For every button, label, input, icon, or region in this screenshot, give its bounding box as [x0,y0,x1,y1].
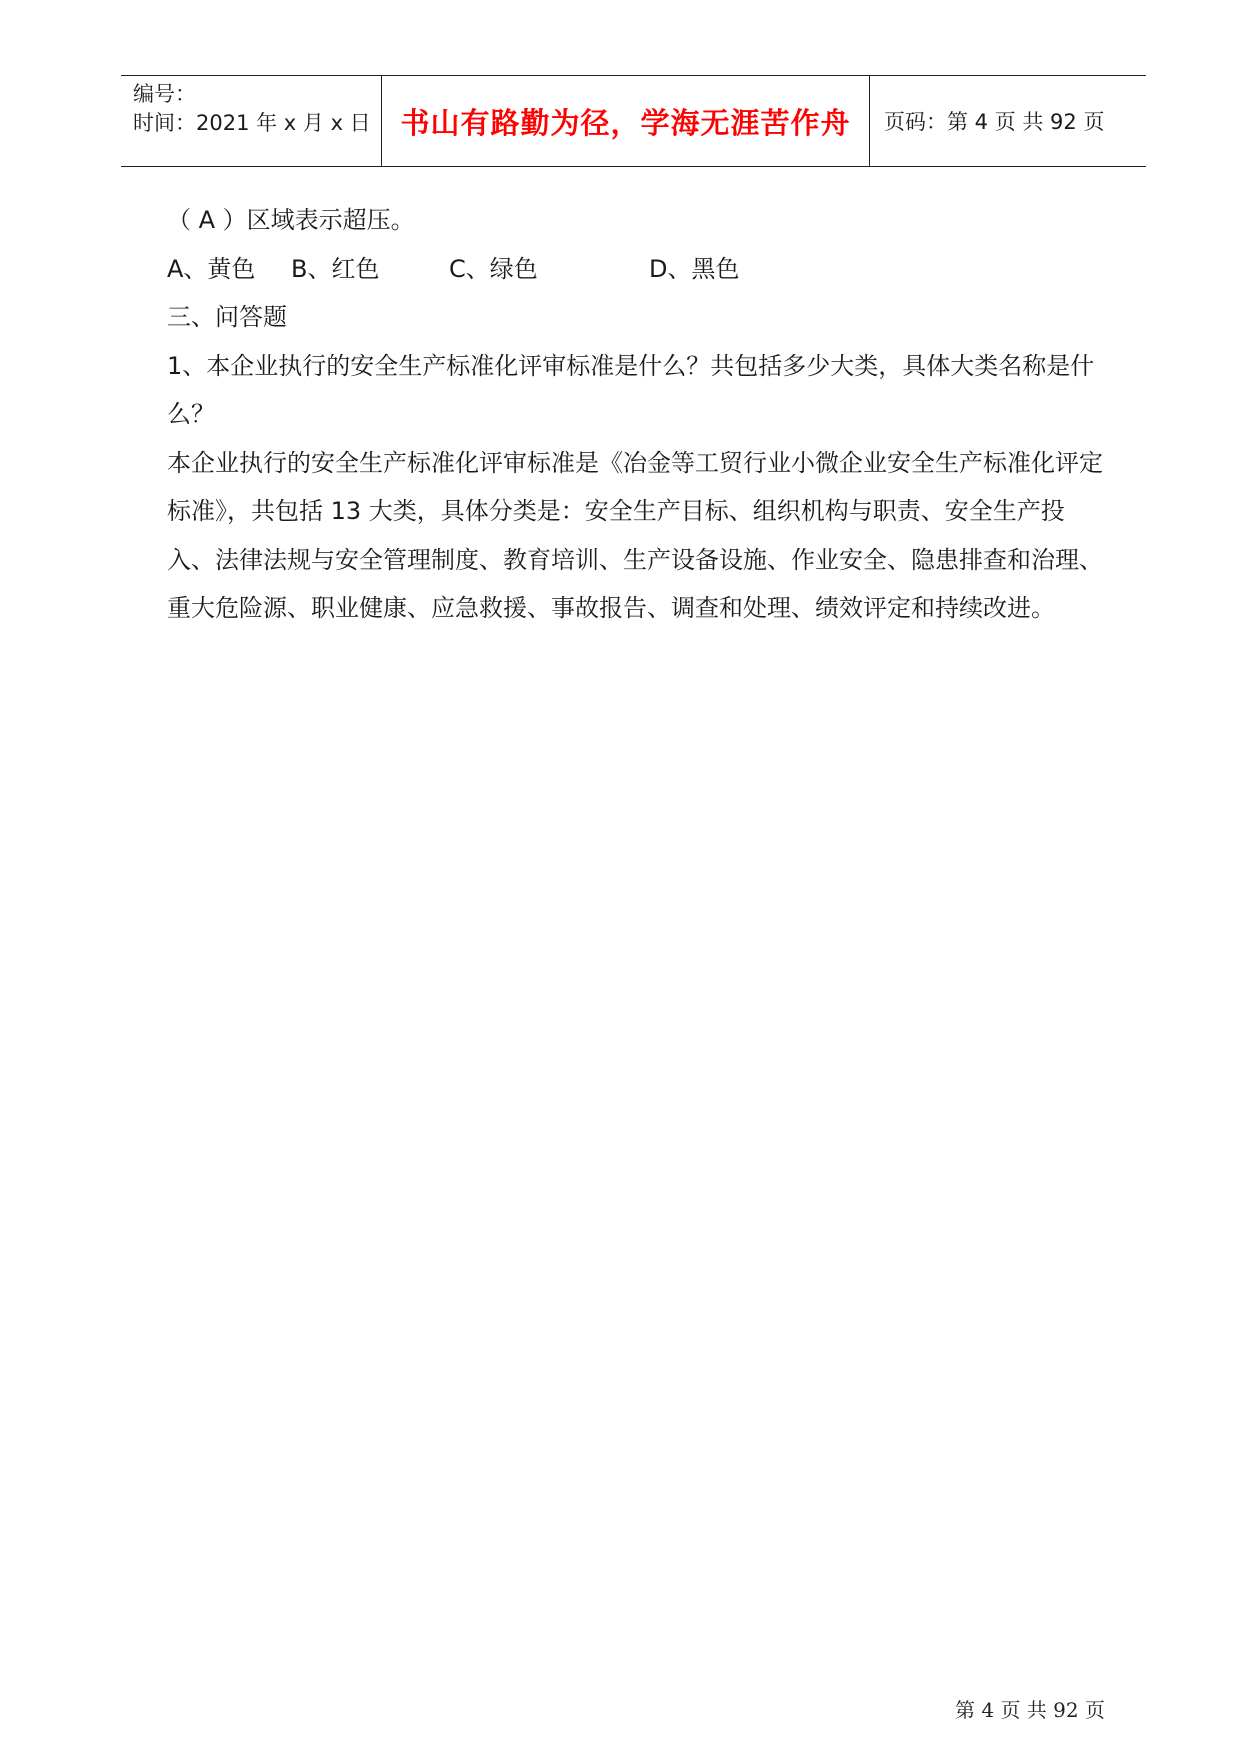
page-label: 页码：第 4 页 共 92 页 [884,110,1105,134]
options-row [167,245,1107,294]
option-c: C、绿色 [449,254,538,283]
section-title: 三、问答题 [167,303,287,331]
header-meta [121,76,382,166]
page-footer: 第 4 页 共 92 页 [955,1698,1105,1722]
question-line: （ A ）区域表示超压。 [167,206,415,234]
option-d: D、黑色 [649,254,740,283]
page-header [121,75,1146,167]
option-b: B、红色 [291,254,380,283]
option-a: A、黄色 [167,254,256,283]
question-1: 1、本企业执行的安全生产标准化评审标准是什么？共包括多少大类，具体大类名称是什么？ [167,351,1095,428]
answer-1: 本企业执行的安全生产标准化评审标准是《冶金等工贸行业小微企业安全生产标准化评定标准》，共包括 13 大类，具体分类是：安全生产目标、组织机构与职责、安全生产投入、法律法规与安全管理制度、教育培训、生产设备设施、作业安全、隐患排查和治理、重大危险源、职业健康、应急救援、事故报告、调查和处理、绩效评定和持续改进。 [167,448,1103,622]
header-page-cell [870,76,1146,166]
motto: 书山有路勤为径，学海无涯苦作舟 [400,105,851,140]
document-body [167,196,1107,633]
number-label: 编号： [133,82,196,106]
header-motto-cell [382,76,870,166]
time-label: 时间：2021 年 x 月 x 日 [133,111,371,135]
